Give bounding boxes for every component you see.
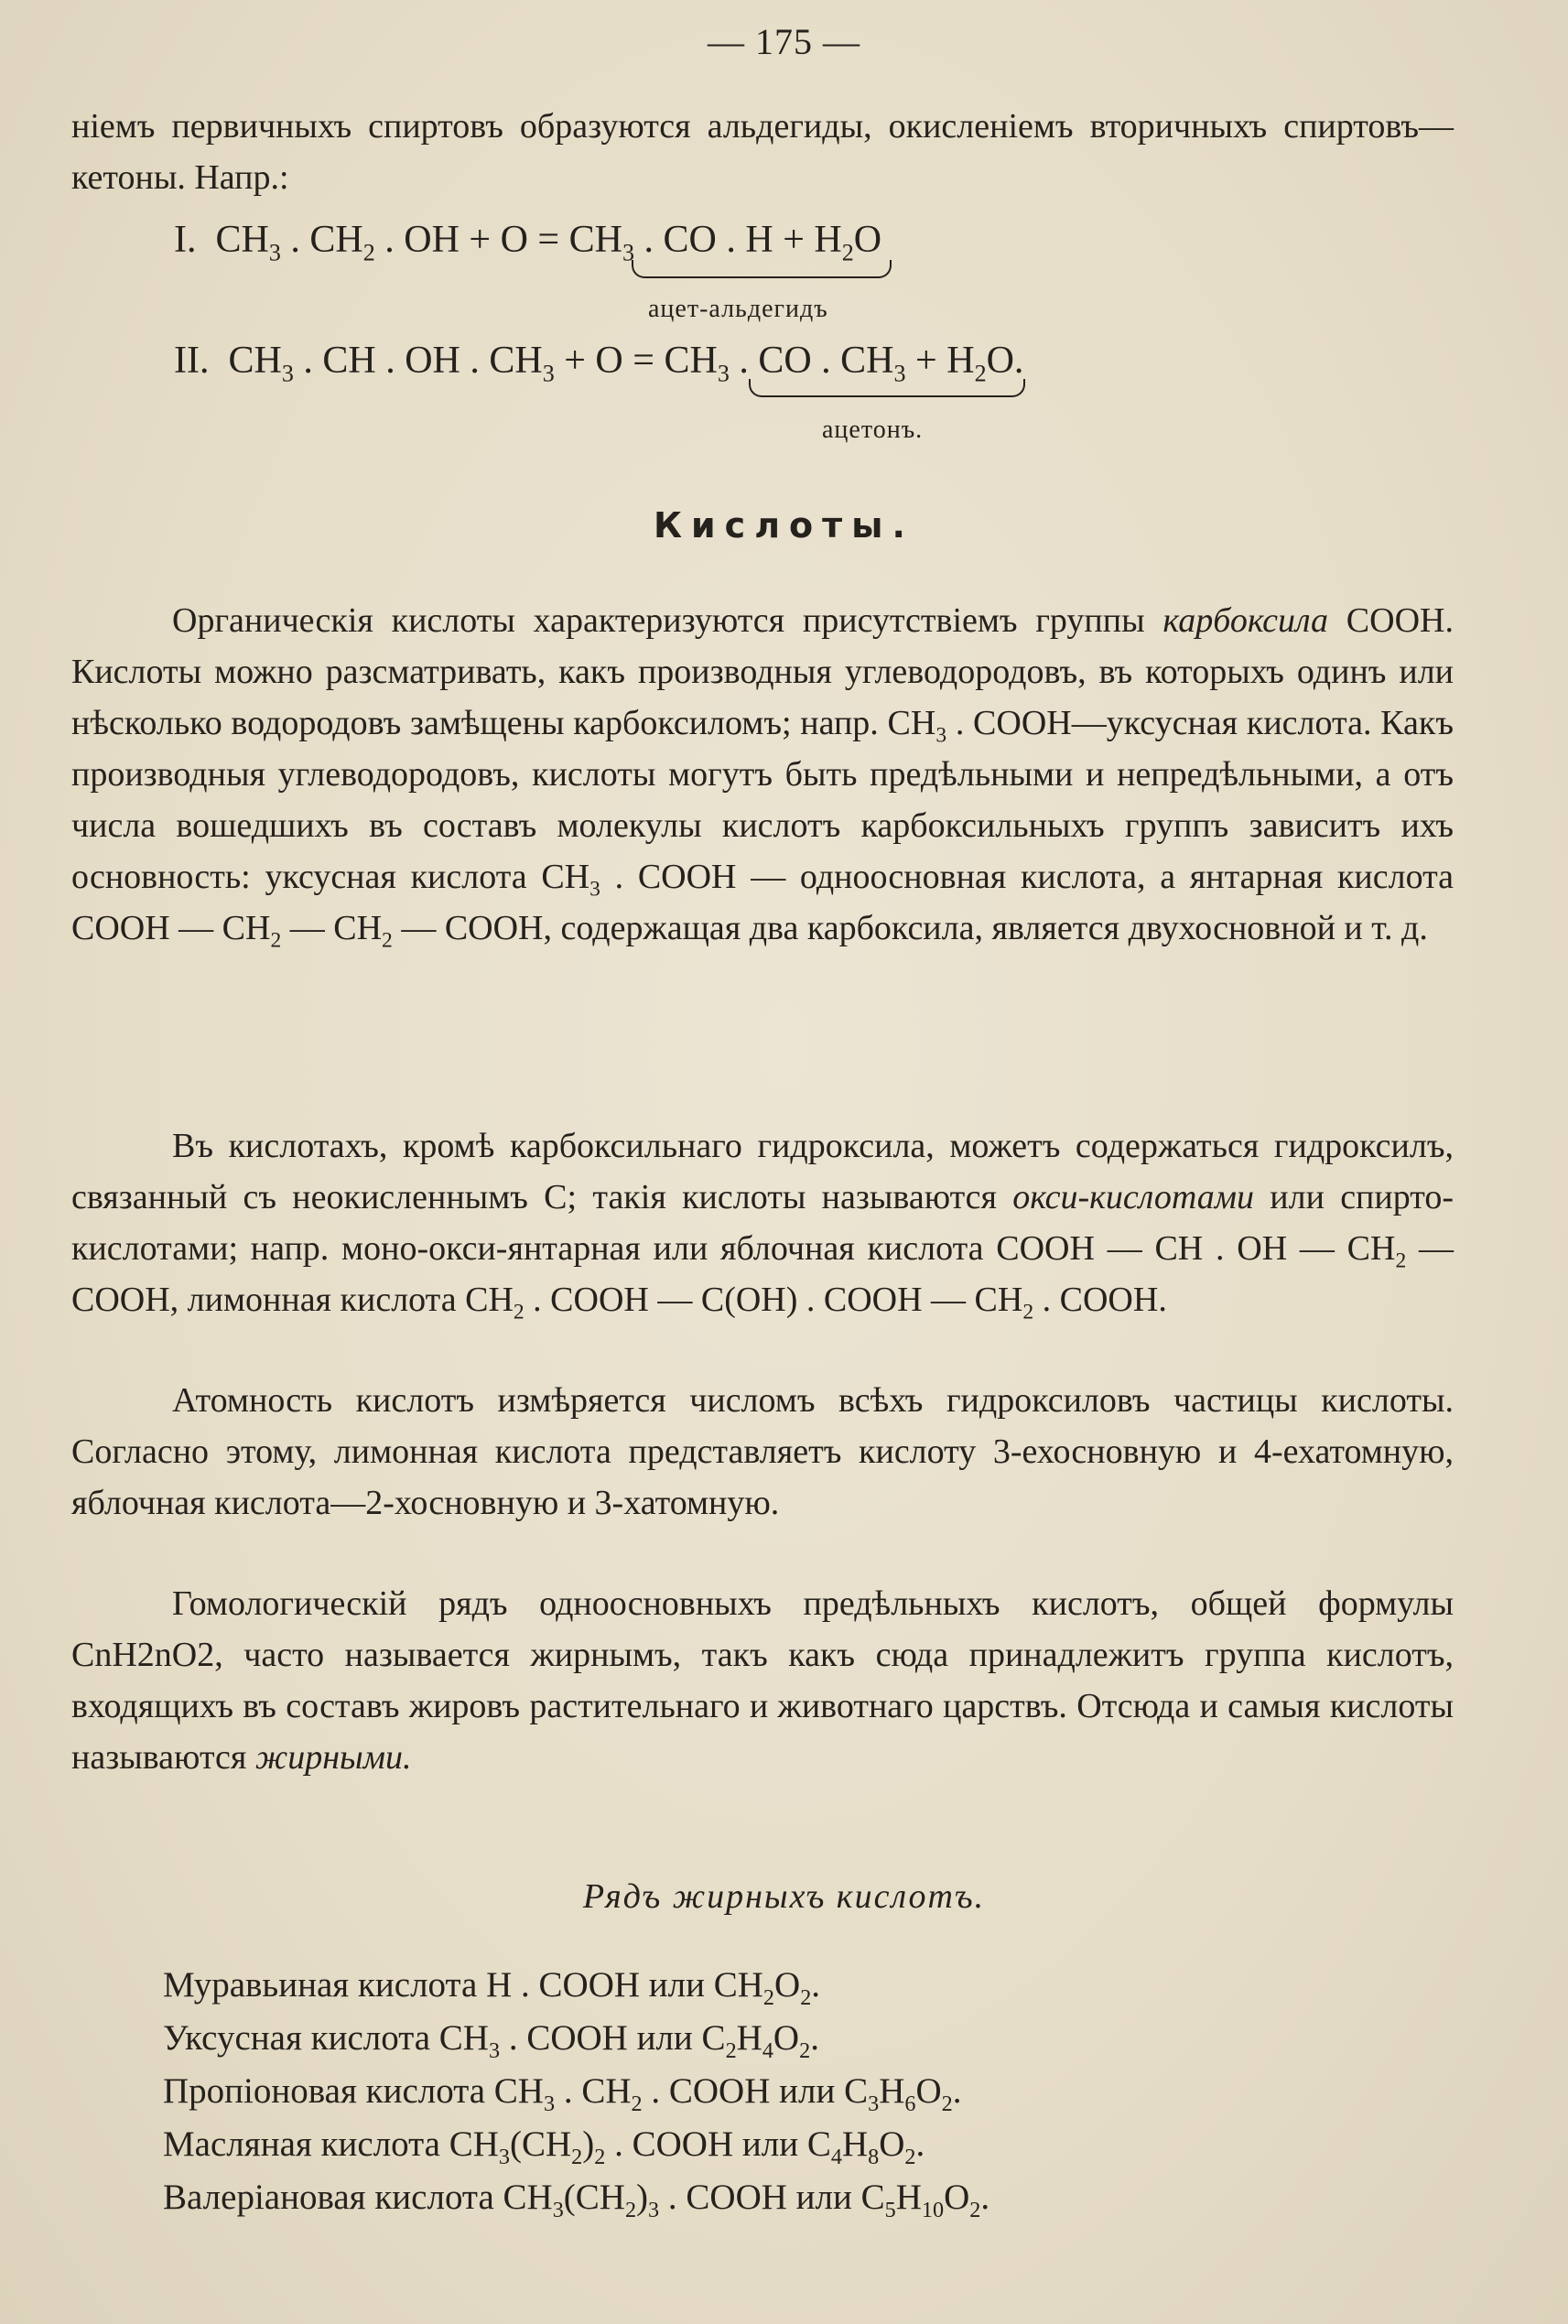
formula-part: + O = xyxy=(554,340,665,382)
list-item xyxy=(163,2065,989,2118)
formula-sub: 2 xyxy=(969,2197,981,2222)
formula-sub: 3 xyxy=(935,723,947,748)
formula-sub: 2 xyxy=(1022,1300,1034,1324)
formula-sub: 3 xyxy=(868,2091,880,2116)
text-run: Валеріановая кислота CH xyxy=(163,2178,553,2217)
formula-sub: 3 xyxy=(488,2038,501,2063)
formula-sub: 3 xyxy=(543,2091,556,2116)
text-run: ) xyxy=(582,2124,595,2164)
paragraph-oxy-acids xyxy=(71,1120,1454,1325)
formula-sub: 2 xyxy=(362,239,375,266)
text-run: O xyxy=(774,1965,801,2005)
formula-part: CH xyxy=(568,219,622,261)
text-run: . xyxy=(811,1965,821,2005)
formula-sub: 6 xyxy=(904,2091,916,2116)
text-run: . COOH или C xyxy=(605,2124,831,2164)
formula-ketone xyxy=(174,339,1024,387)
text-run: Масляная кислота CH xyxy=(163,2124,499,2164)
formula-sub: 2 xyxy=(513,1300,524,1324)
text-run: ) xyxy=(636,2178,649,2217)
text-run: . COOH — одноосновная кислота, а янтарная кислота COOH — CH xyxy=(71,858,1454,947)
paragraph-acids-definition xyxy=(71,595,1454,954)
underbrace xyxy=(749,379,1025,397)
text-run: Гомологическій рядъ одноосновныхъ предѣльныхъ кислотъ, общей формулы CnH2nO2, часто называется жирнымъ, такъ какъ сюда принадлежитъ группа кислотъ, входящихъ въ составъ жировъ растительнаго и животнаго царствъ. Отсюда и самыя кислоты называются xyxy=(71,1584,1454,1777)
text-run: . xyxy=(810,2018,819,2058)
italic-term: окси-кислотами xyxy=(1012,1178,1254,1216)
formula-sub: 3 xyxy=(893,360,906,387)
formula-sub: 4 xyxy=(830,2144,842,2169)
formula-part: . CH xyxy=(280,219,363,261)
formula-sub: 5 xyxy=(884,2197,896,2222)
list-item xyxy=(163,2118,989,2171)
formula-sub: 3 xyxy=(717,360,730,387)
list-item xyxy=(163,2171,989,2224)
formula-sub: 10 xyxy=(921,2197,945,2222)
formula-sub: 3 xyxy=(589,877,600,902)
formula-part: CH xyxy=(215,219,269,261)
formula-part: + H xyxy=(773,219,842,261)
text-run: . COOH. xyxy=(1033,1281,1167,1319)
text-run: . xyxy=(952,2071,962,2111)
formula-sub: 2 xyxy=(941,2091,953,2116)
formula-sub: 2 xyxy=(800,1984,812,2010)
formula-part: . CO . CH xyxy=(729,340,894,382)
brace-label-ketone: ацетонъ. xyxy=(822,416,924,444)
list-item xyxy=(163,1959,989,2012)
formula-sub: 3 xyxy=(622,239,634,266)
formula-sub: 8 xyxy=(868,2144,880,2169)
subheading-fatty-acid-series: Рядъ жирныхъ кислотъ. xyxy=(582,1877,986,1916)
text-run: Органическія кислоты характеризуются присутствіемъ группы xyxy=(172,601,1163,640)
brace-label-aldehyde: ацет-альдегидъ xyxy=(648,295,828,323)
text-run: Пропіоновая кислота CH xyxy=(163,2071,544,2111)
text-run: . CH xyxy=(555,2071,632,2111)
paragraph-text: Атомность кислотъ измѣряется числомъ всѣхъ гидроксиловъ частицы кислоты. Согласно этому, лимонная кислота представляетъ кислоту 3-ехосновную и 4-ехатомную, яблочная кислота—2-хосновную и 3-хатомную. xyxy=(71,1381,1454,1522)
intro-text: ніемъ первичныхъ спиртовъ образуются альдегиды, окисленіемъ вторичныхъ спиртовъ—кетоны. Напр.: xyxy=(71,107,1454,197)
text-run: — COOH, содержащая два карбоксила, является двухосновной и т. д. xyxy=(392,909,1428,947)
text-run: . COOH или C xyxy=(659,2178,885,2217)
text-run: или спирто-кислотами; напр. моно-окси-янтарная или яблочная кислота COOH — CH . OH — CH xyxy=(71,1178,1454,1268)
text-run: . COOH — C(OH) . COOH — CH xyxy=(524,1281,1023,1319)
formula-sub: 2 xyxy=(974,360,987,387)
text-run: (CH xyxy=(563,2178,625,2217)
formula-sub: 2 xyxy=(1395,1248,1407,1273)
underbrace xyxy=(632,260,892,278)
text-run: O xyxy=(773,2018,800,2058)
text-run: . COOH или C xyxy=(642,2071,869,2111)
text-run: Въ кислотахъ, кромѣ карбоксильнаго гидроксила, можетъ содержаться гидроксилъ, связанный съ неокисленнымъ C; такія кислоты называются xyxy=(71,1127,1454,1216)
text-run: . COOH или C xyxy=(500,2018,726,2058)
text-run: H xyxy=(841,2124,869,2164)
formula-part: O xyxy=(853,219,882,261)
formula-sub: 2 xyxy=(725,2038,737,2063)
formula-label: II. xyxy=(174,340,210,382)
text-run: O xyxy=(915,2071,942,2111)
formula-sub: 2 xyxy=(594,2144,606,2169)
formula-aldehyde xyxy=(174,218,882,266)
formula-part: . CH . OH . CH xyxy=(293,340,543,382)
formula-label: I. xyxy=(174,219,197,261)
paragraph-text xyxy=(71,595,1454,954)
formula-sub: 2 xyxy=(799,2038,811,2063)
italic-term: карбоксила xyxy=(1162,601,1329,640)
formula-sub: 3 xyxy=(268,239,281,266)
formula-part: CH xyxy=(228,340,282,382)
formula-sub: 3 xyxy=(648,2197,660,2222)
text-run: O xyxy=(879,2124,905,2164)
text-run: Муравьиная кислота H . COOH или CH xyxy=(163,1965,763,2005)
formula-sub: 2 xyxy=(624,2197,637,2222)
paragraph-text xyxy=(71,1578,1454,1783)
formula-sub: 3 xyxy=(552,2197,564,2222)
text-run: — CH xyxy=(281,909,383,947)
formula-sub: 2 xyxy=(904,2144,916,2169)
paragraph-text xyxy=(71,1120,1454,1325)
text-run: — COOH, лимонная кислота CH xyxy=(71,1229,1454,1319)
formula-part: O. xyxy=(986,340,1024,382)
text-run: H xyxy=(736,2018,762,2058)
formula-sub: 2 xyxy=(631,2091,643,2116)
formula-part: CH xyxy=(664,340,718,382)
text-run: (CH xyxy=(510,2124,572,2164)
intro-paragraph xyxy=(71,101,1454,203)
formula-sub: 4 xyxy=(762,2038,773,2063)
italic-term: жирными. xyxy=(254,1738,412,1777)
text-run: COOH. Кислоты можно разсматривать, какъ производныя углеводородовъ, въ которыхъ одинъ или нѣсколько водородовъ замѣщены карбоксиломъ; напр. CH xyxy=(71,601,1454,742)
text-run: . COOH—уксусная кислота. Какъ производныя углеводородовъ, кислоты могутъ быть предѣльными и непредѣльными, а отъ числа вошедшихъ въ составъ молекулы кислотъ карбоксильныхъ группъ зависитъ ихъ основность: уксусная кислота CH xyxy=(71,704,1454,896)
paragraph-fatty-acids xyxy=(71,1578,1454,1783)
text-run: H xyxy=(879,2071,905,2111)
formula-sub: 2 xyxy=(762,1984,775,2010)
text-run: . xyxy=(980,2178,990,2217)
formula-part: . OH + O = xyxy=(374,219,569,261)
text-run: . xyxy=(915,2124,925,2164)
fatty-acid-list xyxy=(163,1959,989,2224)
formula-part: . CO . H xyxy=(634,219,773,261)
text-run: O xyxy=(944,2178,970,2217)
formula-sub: 3 xyxy=(542,360,555,387)
formula-part: + H xyxy=(905,340,975,382)
formula-sub: 2 xyxy=(841,239,854,266)
formula-sub: 3 xyxy=(281,360,294,387)
formula-sub: 2 xyxy=(270,928,282,953)
paragraph-atomicity xyxy=(71,1375,1454,1529)
page-number: — 175 — xyxy=(708,21,860,62)
section-heading: Кислоты. xyxy=(654,505,914,546)
formula-sub: 2 xyxy=(571,2144,583,2169)
formula-sub: 2 xyxy=(382,928,393,953)
formula-sub: 3 xyxy=(498,2144,510,2169)
text-run: H xyxy=(895,2178,922,2217)
list-item xyxy=(163,2012,989,2065)
text-run: Уксусная кислота CH xyxy=(163,2018,489,2058)
